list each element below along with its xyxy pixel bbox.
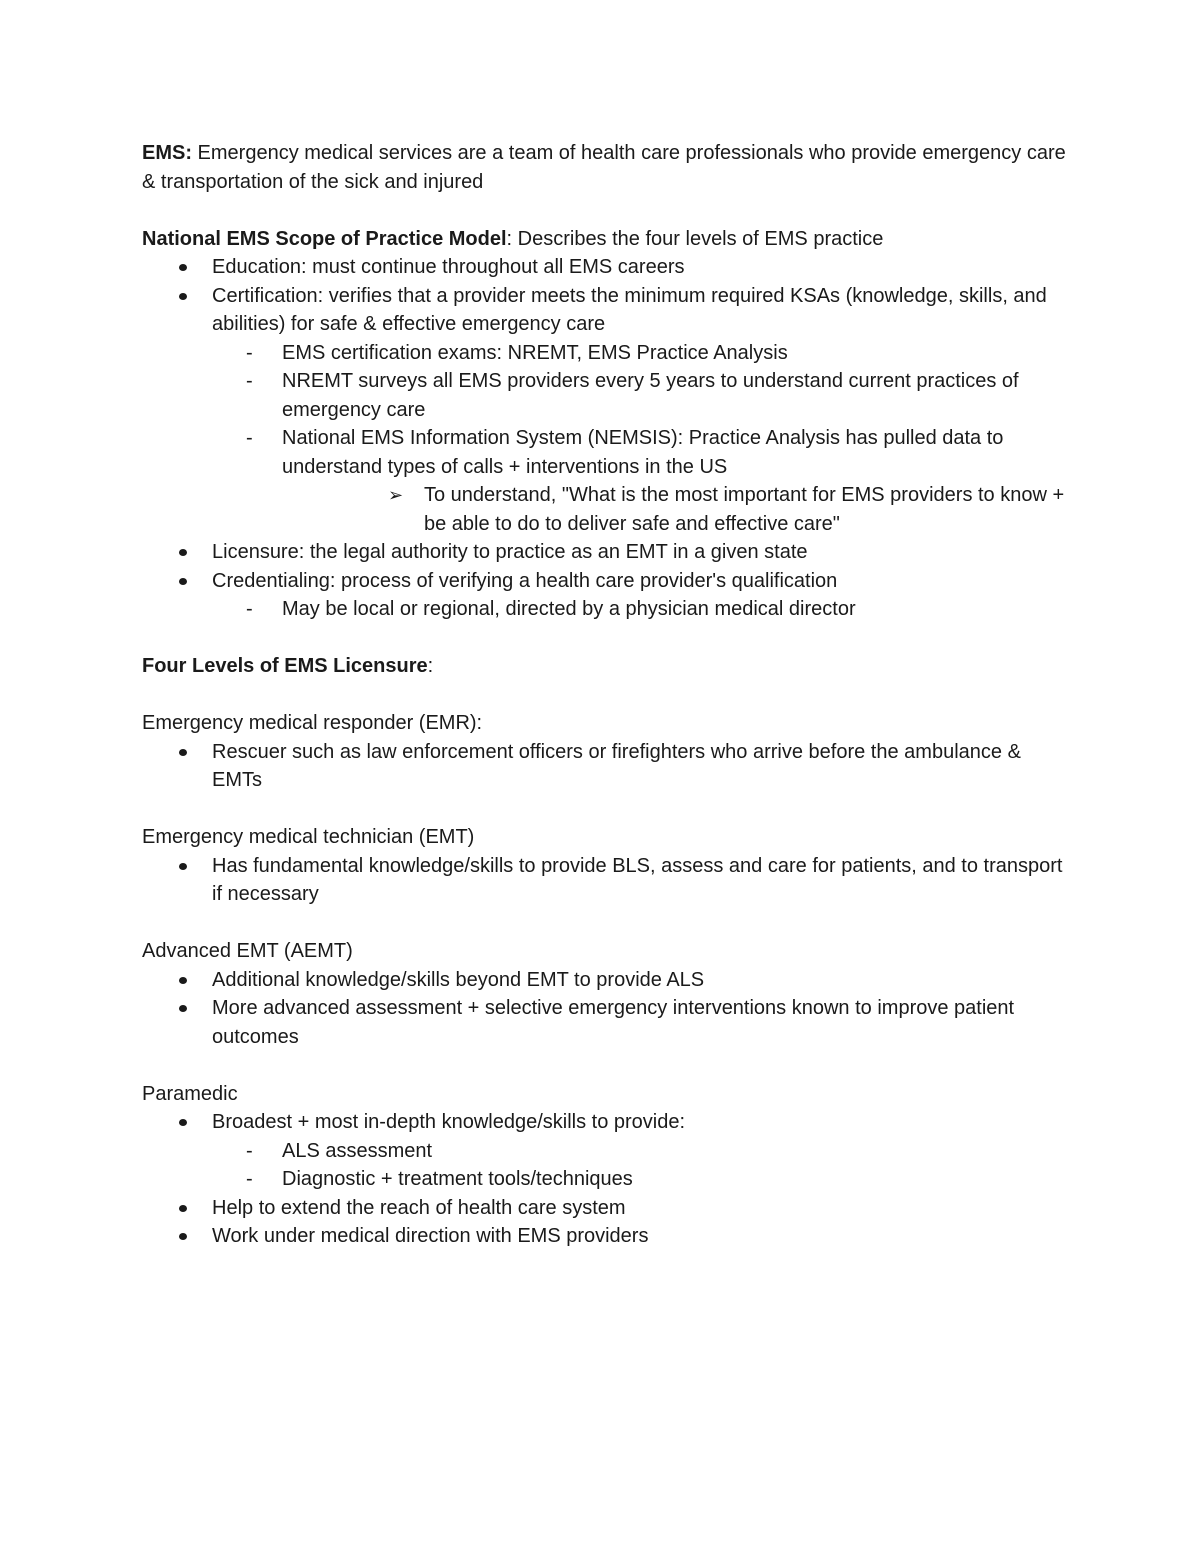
list-item-text: To understand, "What is the most important for EMS providers to know + be able to do to deliver safe and effective care" xyxy=(424,484,1065,535)
emr-title: Emergency medical responder (EMR): xyxy=(142,712,483,734)
emt-title: Emergency medical technician (EMT) xyxy=(142,826,475,848)
paramedic-list xyxy=(142,1108,1072,1251)
sub-list-item xyxy=(142,339,1072,368)
bullet-icon xyxy=(179,1205,187,1212)
dash-icon: - xyxy=(246,1139,253,1162)
list-item xyxy=(142,994,1072,1051)
bullet-icon xyxy=(179,293,187,300)
list-item-text: Help to extend the reach of health care system xyxy=(212,1196,626,1219)
list-item-text: Broadest + most in-depth knowledge/skills to provide: xyxy=(212,1111,686,1133)
aemt-title: Advanced EMT (AEMT) xyxy=(142,940,353,962)
list-item xyxy=(142,852,1072,909)
document-page xyxy=(142,139,1072,1251)
list-item xyxy=(142,567,1072,596)
scope-heading-line xyxy=(142,225,1072,254)
list-item-text: NREMT surveys all EMS providers every 5 years to understand current practices of emergency care xyxy=(282,370,1019,421)
list-item xyxy=(142,966,1072,995)
scope-list xyxy=(142,253,1072,624)
sub-list-item xyxy=(142,1137,1072,1166)
bullet-icon xyxy=(179,264,187,271)
list-item-text: May be local or regional, directed by a physician medical director xyxy=(282,598,856,620)
sub-list-item xyxy=(142,367,1072,424)
bullet-icon xyxy=(179,549,187,556)
list-item xyxy=(142,1108,1072,1137)
list-item xyxy=(142,1194,1072,1223)
levels-heading: Four Levels of EMS Licensure xyxy=(142,655,428,677)
list-item xyxy=(142,538,1072,567)
bullet-icon xyxy=(179,863,187,870)
list-item-text: Certification: verifies that a provider meets the minimum required KSAs (knowledge, skills, and abilities) for safe & effective emergency care xyxy=(212,284,1047,335)
sub-sub-list-item xyxy=(142,481,1072,538)
dash-icon: - xyxy=(246,1168,253,1190)
spacer xyxy=(142,196,1072,225)
levels-heading-line xyxy=(142,652,1072,681)
list-item-text: Additional knowledge/skills beyond EMT to provide ALS xyxy=(212,968,705,991)
sub-list-item xyxy=(142,1165,1072,1194)
spacer xyxy=(142,624,1072,653)
list-item-text: EMS certification exams: NREMT, EMS Practice Analysis xyxy=(282,341,788,364)
paramedic-title: Paramedic xyxy=(142,1082,238,1105)
list-item-text: ALS assessment xyxy=(282,1139,433,1162)
list-item-text: Education: must continue throughout all EMS careers xyxy=(212,256,685,278)
bullet-icon xyxy=(179,578,187,585)
spacer xyxy=(142,909,1072,938)
list-item-text: National EMS Information System (NEMSIS): Practice Analysis has pulled data to understand types of calls + interventions in the US xyxy=(282,427,1004,478)
list-item-text: Work under medical direction with EMS providers xyxy=(212,1225,649,1247)
ems-term: EMS: xyxy=(142,142,192,164)
emt-list xyxy=(142,852,1072,909)
ems-definition-text: Emergency medical services are a team of health care professionals who provide emergency care & transportation of the sick and injured xyxy=(142,142,1066,193)
dash-icon: - xyxy=(246,427,253,449)
arrow-bullet-icon: ➢ xyxy=(388,485,404,505)
aemt-list xyxy=(142,966,1072,1052)
ems-definition xyxy=(142,139,1072,196)
dash-icon: - xyxy=(246,370,253,392)
list-item xyxy=(142,738,1072,795)
spacer xyxy=(142,795,1072,824)
sub-list-item xyxy=(142,424,1072,481)
scope-heading: National EMS Scope of Practice Model xyxy=(142,227,507,250)
emr-list xyxy=(142,738,1072,795)
bullet-icon xyxy=(179,1233,187,1240)
dash-icon: - xyxy=(246,598,253,620)
list-item-text: Has fundamental knowledge/skills to provide BLS, assess and care for patients, and to transport if necessary xyxy=(212,854,1063,905)
bullet-icon xyxy=(179,749,187,756)
spacer xyxy=(142,1051,1072,1080)
list-item xyxy=(142,1222,1072,1251)
list-item xyxy=(142,253,1072,282)
bullet-icon xyxy=(179,1119,187,1126)
spacer xyxy=(142,681,1072,710)
list-item-text: Credentialing: process of verifying a health care provider's qualification xyxy=(212,569,838,592)
dash-icon: - xyxy=(246,341,253,364)
list-item xyxy=(142,282,1072,339)
bullet-icon xyxy=(179,1005,187,1012)
bullet-icon xyxy=(179,977,187,984)
list-item-text: Licensure: the legal authority to practice as an EMT in a given state xyxy=(212,541,808,563)
scope-description: : Describes the four levels of EMS practice xyxy=(506,227,884,250)
levels-heading-suffix: : xyxy=(427,655,434,677)
list-item-text: Diagnostic + treatment tools/techniques xyxy=(282,1168,633,1190)
sub-list-item xyxy=(142,595,1072,624)
list-item-text: Rescuer such as law enforcement officers or firefighters who arrive before the ambulance & EMTs xyxy=(212,740,1021,791)
list-item-text: More advanced assessment + selective emergency interventions known to improve patient outcomes xyxy=(212,997,1015,1048)
